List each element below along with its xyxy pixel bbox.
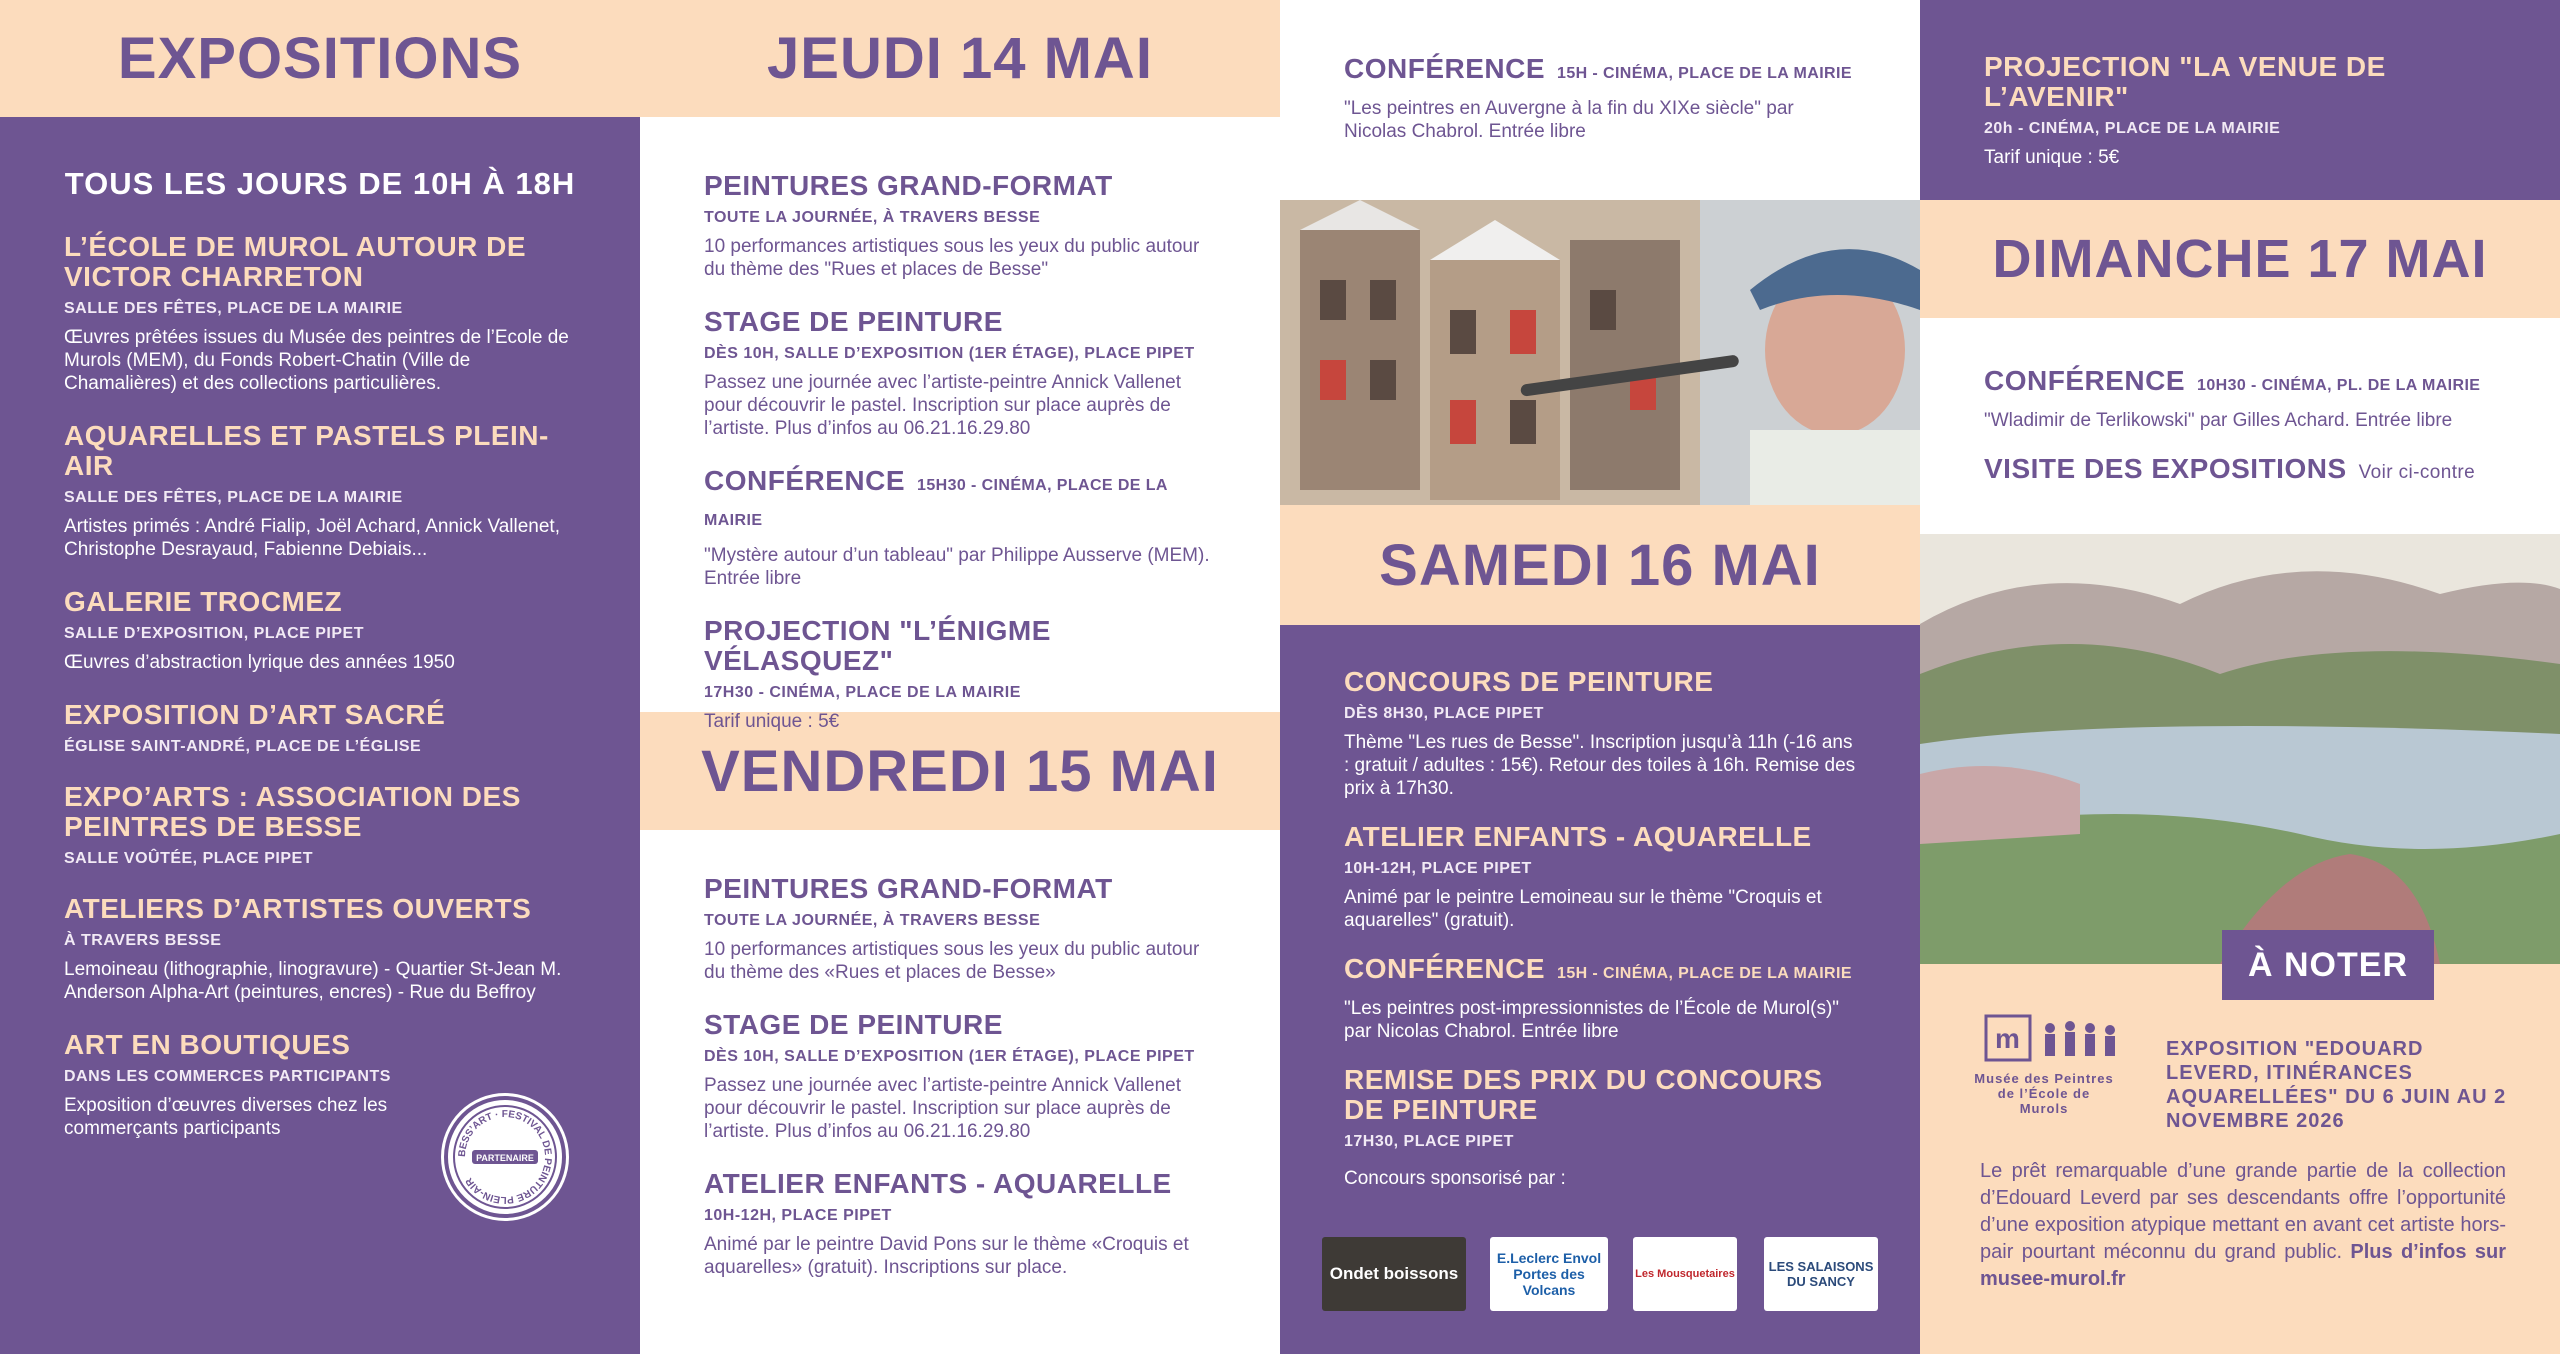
dimanche-events: CONFÉRENCE 10H30 - CINÉMA, PL. DE LA MAIRIE "Wladimir de Terlikowski" par Gilles Achard. Entrée libre VISITE DES EXPOSITIONS Voir ci-contre: [1920, 318, 2560, 534]
expo-item: EXPOSITION D’ART SACRÉ ÉGLISE SAINT-ANDRÉ, PLACE DE L’ÉGLISE: [64, 699, 446, 755]
sponsors-label: Concours sponsorisé par :: [1344, 1168, 1566, 1189]
expositions-title: EXPOSITIONS: [0, 0, 640, 117]
svg-text:BESS’ART · FESTIVAL DE PEINTUR: BESS’ART · FESTIVAL DE PEINTURE PLEIN-AIR: [456, 1108, 554, 1206]
more-info-link[interactable]: Plus d’infos sur musee-murol.fr: [1980, 1241, 2506, 1290]
svg-text:m: m: [1995, 1023, 2021, 1054]
event-item: PEINTURES GRAND-FORMAT TOUTE LA JOURNÉE, À TRAVERS BESSE 10 performances artistiques sous les yeux du public autour du thème des «Rues et places de Besse»: [704, 873, 1200, 983]
sponsor-mousquetaires-logo: Les Mousquetaires: [1633, 1237, 1737, 1311]
event-item: REMISE DES PRIX DU CONCOURS DE PEINTURE 17H30, PLACE PIPET: [1344, 1064, 1823, 1150]
svg-text:PARTENAIRE: PARTENAIRE: [476, 1153, 534, 1163]
event-item: ATELIER ENFANTS - AQUARELLE 10H-12H, PLACE PIPET Animé par le peintre Lemoineau sur le thème "Croquis et aquarelles" (gratuit).: [1344, 821, 1822, 931]
expo-item: EXPO’ARTS : ASSOCIATION DES PEINTRES DE BESSE SALLE VOÛTÉE, PLACE PIPET: [64, 781, 521, 867]
a-noter-section: [1920, 945, 2560, 1354]
dimanche-title: DIMANCHE 17 MAI: [1920, 200, 2560, 318]
samedi-title: SAMEDI 16 MAI: [1280, 505, 1920, 625]
event-item: PEINTURES GRAND-FORMAT TOUTE LA JOURNÉE, À TRAVERS BESSE 10 performances artistiques sous les yeux du public autour du thème des "Rues et places de Besse": [704, 170, 1200, 280]
hours-heading: TOUS LES JOURS DE 10H À 18H: [64, 166, 576, 201]
landscape-painting: [1920, 534, 2560, 964]
samedi-column: [1280, 0, 1920, 1354]
event-item: PROJECTION "L’ÉNIGME VÉLASQUEZ" 17H30 - CINÉMA, PLACE DE LA MAIRIE Tarif unique : 5€: [704, 615, 1051, 732]
event-item: CONFÉRENCE 15H30 - CINÉMA, PLACE DE LA MAIRIE "Mystère autour d’un tableau" par Philippe Ausserve (MEM). Entrée libre: [704, 465, 1210, 589]
jeudi-vendredi-column: [640, 0, 1280, 1354]
event-item: STAGE DE PEINTURE DÈS 10H, SALLE D’EXPOSITION (1ER ÉTAGE), PLACE PIPET Passez une journée avec l’artiste-peintre Annick Vallenet pour découvrir le pastel. Inscription sur place auprès de l’artiste. Plus d’infos au 06.21.16.29.80: [704, 1009, 1195, 1142]
event-item: STAGE DE PEINTURE DÈS 10H, SALLE D’EXPOSITION (1ER ÉTAGE), PLACE PIPET Passez une journée avec l’artiste-peintre Annick Vallenet pour découvrir le pastel. Inscription sur place auprès de l’artiste. Plus d’infos au 06.21.16.29.80: [704, 306, 1195, 439]
dimanche-column: [1920, 0, 2560, 1354]
event-item: CONCOURS DE PEINTURE DÈS 8H30, PLACE PIPET Thème "Les rues de Besse". Inscription jusqu’à 11h (-16 ans : gratuit / adultes : 15€). Retour des toiles à 16h. Remise des prix à 17h30.: [1344, 666, 1856, 799]
expo-item: ART EN BOUTIQUES DANS LES COMMERCES PARTICIPANTS Exposition d’œuvres diverses chez les commerçants participants: [64, 1029, 391, 1139]
event-item: CONFÉRENCE 15H - CINÉMA, PLACE DE LA MAIRIE "Les peintres post-impressionnistes de l’École de Murol(s)" par Nicolas Chabrol. Entrée libre: [1344, 953, 1852, 1042]
expositions-column: [0, 0, 640, 1354]
museum-logo: m Musée des Peintres de l’École de Murols: [1974, 1014, 2134, 1116]
projection-saturday-cont: PROJECTION "LA VENUE DE L’AVENIR" 20h - CINÉMA, PLACE DE LA MAIRIE Tarif unique : 5€: [1920, 0, 2560, 200]
a-noter-label: À NOTER: [2222, 930, 2434, 1000]
sponsor-ondet-logo: Ondet boissons: [1322, 1237, 1466, 1311]
leverd-description: Le prêt remarquable d’une grande partie de la collection d’Edouard Leverd par ses descendants offre l’opportunité d’une exposition atypique mettant en avant cet artiste hors-pair pourtant méconnu du grand public. Plus d’infos sur musee-murol.fr: [1980, 1160, 2506, 1290]
partner-badge: [444, 1096, 566, 1218]
expo-item: ATELIERS D’ARTISTES OUVERTS À TRAVERS BESSE Lemoineau (lithographie, linogravure) - Quartier St-Jean M. Anderson Alpha-Art (peintures, encres) - Rue du Beffroy: [64, 893, 562, 1003]
vendredi-title: VENDREDI 15 MAI: [640, 712, 1280, 830]
expo-item: L’ÉCOLE DE MUROL AUTOUR DE VICTOR CHARRETON SALLE DES FÊTES, PLACE DE LA MAIRIE Œuvres prêtées issues du Musée des peintres de l’Ecole de Murols (MEM), du Fonds Robert-Chatin (Ville de Chamalières) et des collections particulières.: [64, 231, 569, 394]
sponsor-salaisons-logo: LES SALAISONS DU SANCY: [1764, 1237, 1878, 1311]
sponsor-leclerc-logo: E.Leclerc Envol Portes des Volcans: [1490, 1237, 1608, 1311]
leverd-exhibition: EXPOSITION "EDOUARD LEVERD, ITINÉRANCES AQUARELLÉES" DU 6 JUIN AU 2 NOVEMBRE 2026: [2166, 1038, 2507, 1132]
jeudi-events: [640, 117, 1280, 732]
expo-item: GALERIE TROCMEZ SALLE D’EXPOSITION, PLACE PIPET Œuvres d’abstraction lyrique des années 1950: [64, 586, 455, 673]
museum-logo-icon: [1984, 1014, 2124, 1064]
jeudi-title: JEUDI 14 MAI: [640, 0, 1280, 117]
event-item: ATELIER ENFANTS - AQUARELLE 10H-12H, PLACE PIPET Animé par le peintre David Pons sur le thème «Croquis et aquarelles» (gratuit). Inscriptions sur place.: [704, 1168, 1189, 1278]
painter-photo: [1280, 200, 1920, 505]
vendredi-events: [640, 830, 1280, 1279]
badge-ring: [448, 1100, 562, 1214]
expo-item: AQUARELLES ET PASTELS PLEIN-AIR SALLE DES FÊTES, PLACE DE LA MAIRIE Artistes primés : André Fialip, Joël Achard, Annick Vallenet, Christophe Desrayaud, Fabienne Debiais...: [64, 420, 560, 560]
conference-thursday-cont: CONFÉRENCE 15H - CINÉMA, PLACE DE LA MAIRIE "Les peintres en Auvergne à la fin du XIXe siècle" par Nicolas Chabrol. Entrée libre: [1280, 0, 1920, 200]
